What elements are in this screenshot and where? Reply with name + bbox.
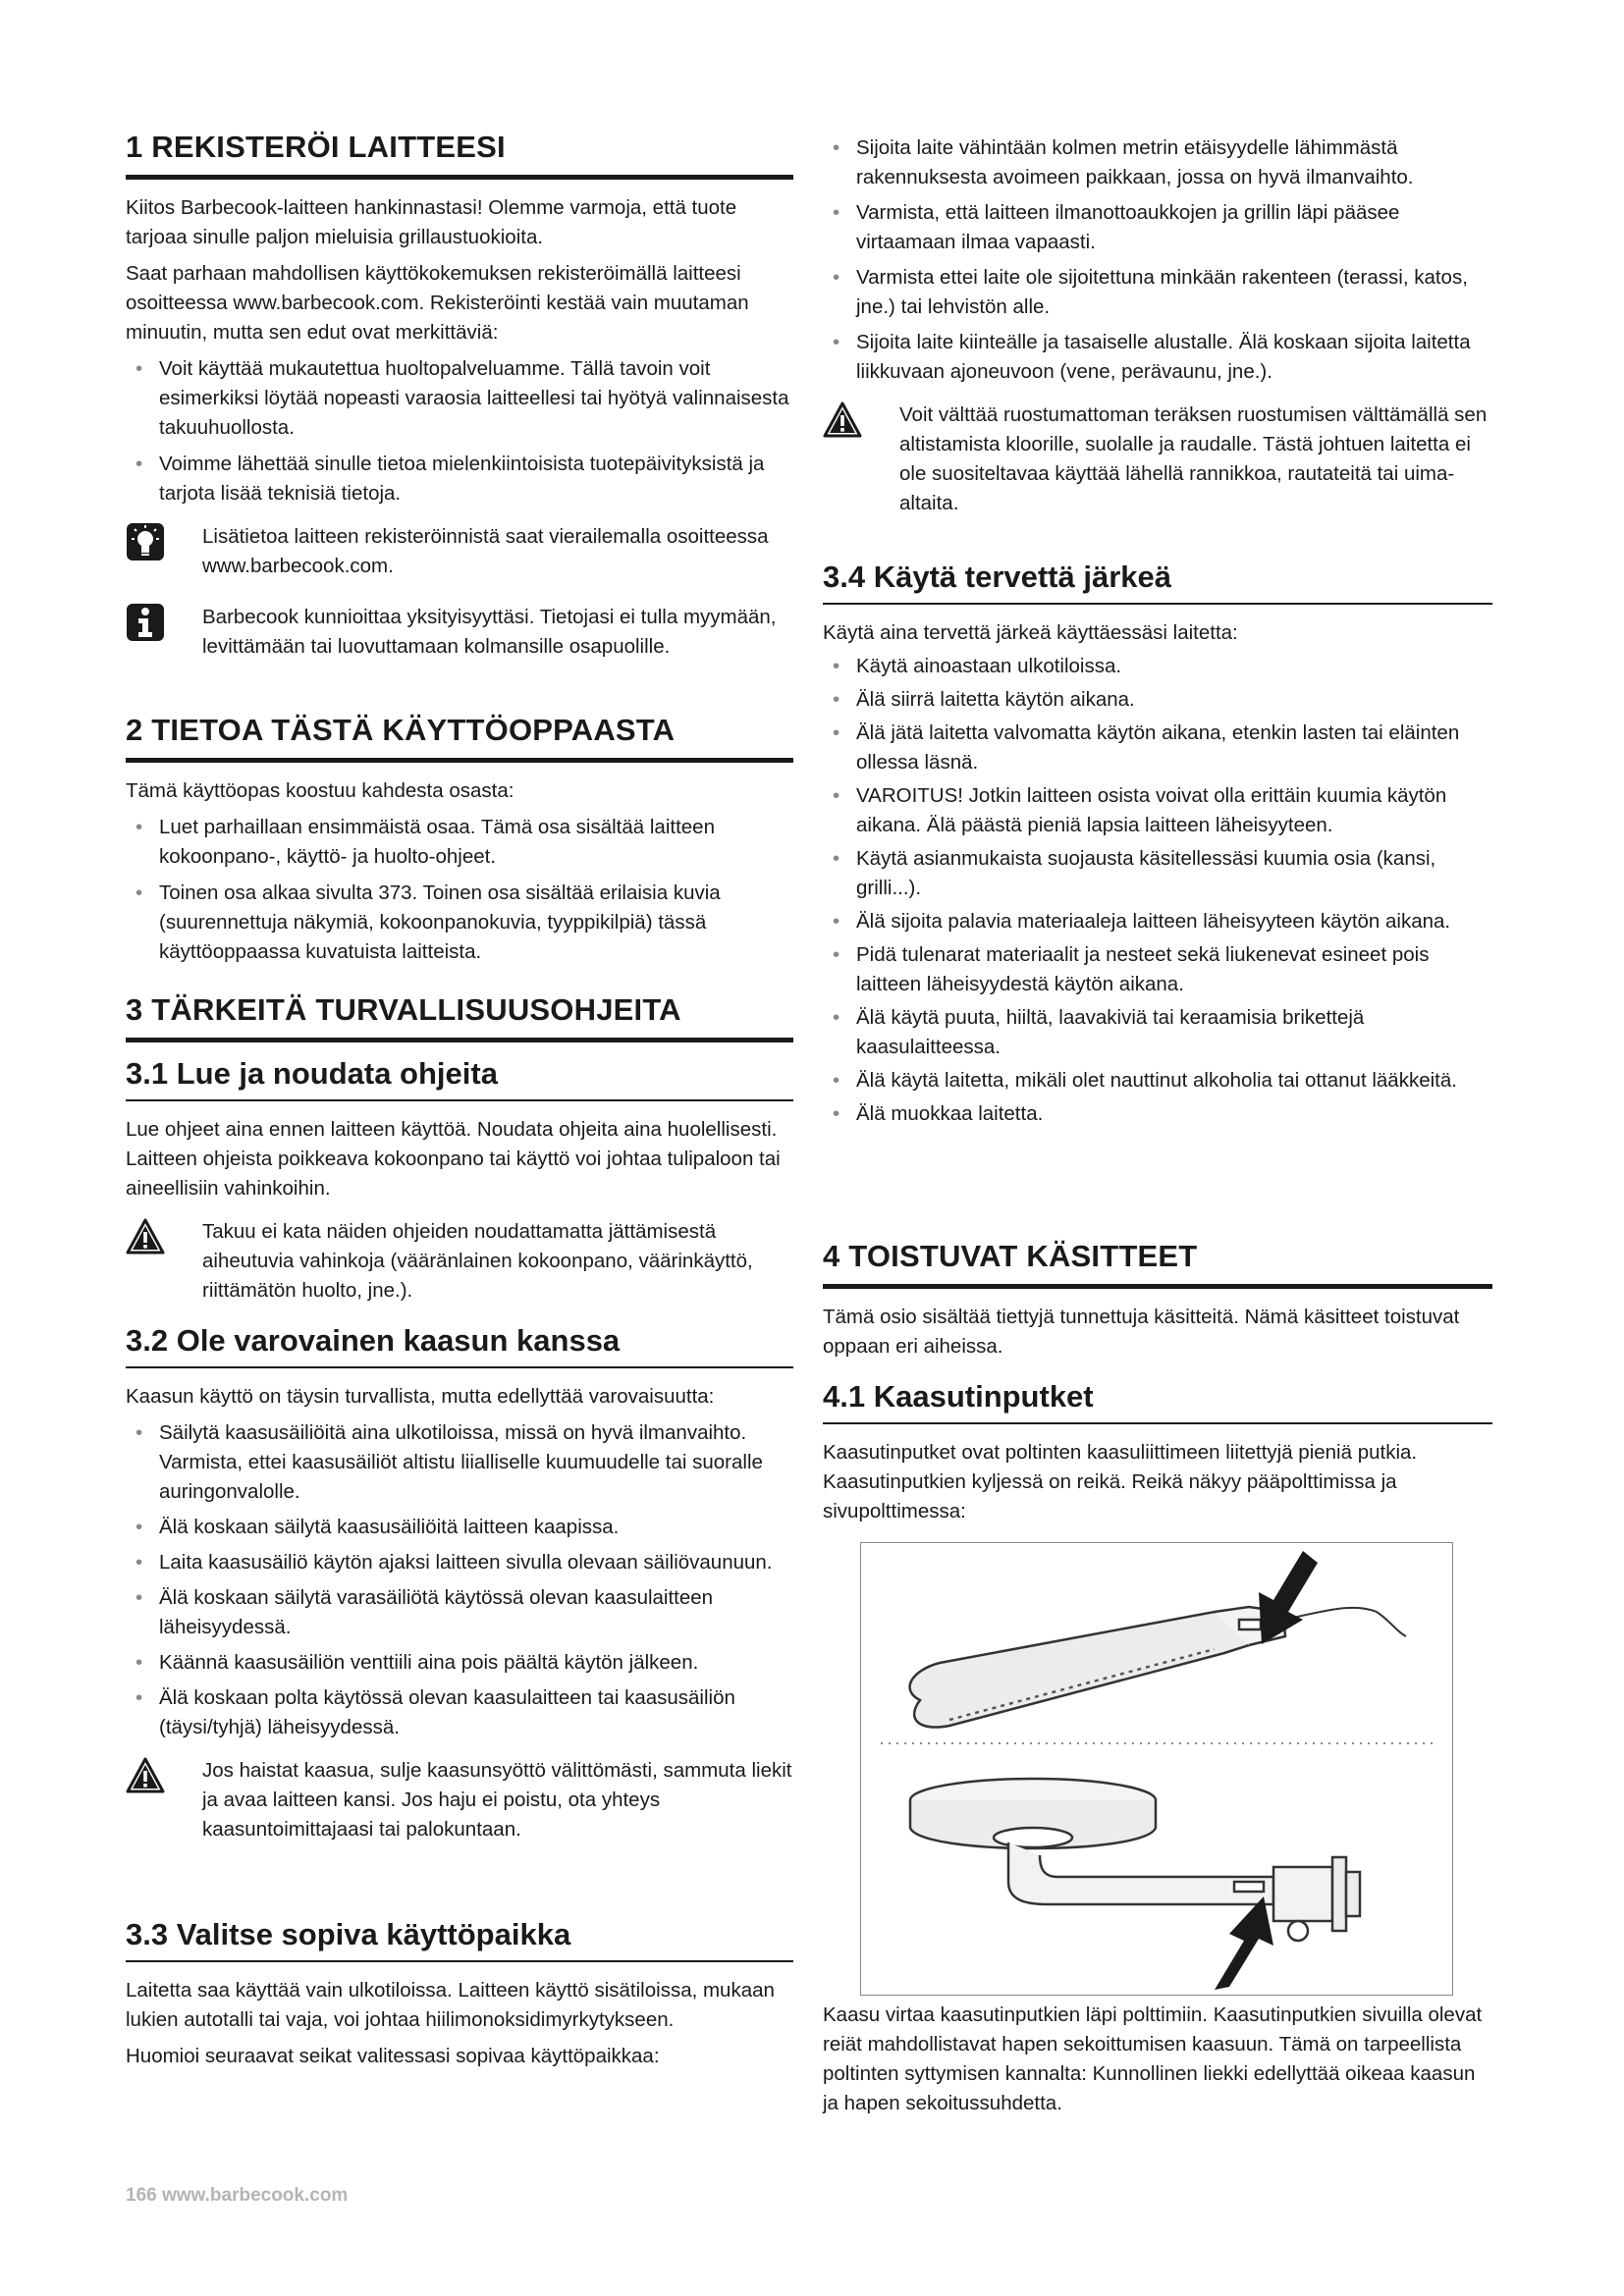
section-3-3 bbox=[126, 1917, 793, 2071]
section-2-title: 2 TIETOA TÄSTÄ KÄYTTÖOPPAASTA bbox=[126, 713, 793, 763]
bullet-list bbox=[126, 1418, 793, 1742]
section-3-3-continued bbox=[823, 133, 1492, 518]
list-item: • Älä koskaan säilytä varasäiliötä käytössä olevan kaasulaitteen läheisyydessä. bbox=[126, 1583, 793, 1642]
warning-icon bbox=[126, 1756, 165, 1795]
list-item: • Sijoita laite kiinteälle ja tasaiselle alustalle. Älä koskaan sijoita laitetta liikkuvaan ajoneuvoon (vene, perävaunu, jne.). bbox=[823, 328, 1492, 387]
section-4-1-continued bbox=[823, 2001, 1492, 2118]
section-3-2-title: 3.2 Ole varovainen kaasun kanssa bbox=[126, 1323, 793, 1368]
paragraph: Kaasu virtaa kaasutinputkien läpi polttimiin. Kaasutinputkien sivuilla olevat reiät mahdollistavat hapen sekoittumisen kaasuun. Tämä on tarpeellista poltinten syttymisen kannalta: Kunnollinen liekki edellyttää oikeaa kaasun ja hapen sekoitussuhdetta. bbox=[823, 2003, 1483, 2114]
warning-text: Voit välttää ruostumattoman teräksen ruostumisen välttämällä sen altistamista kloorille, suolalle ja raudalle. Tästä johtuen laitetta ei ole suositeltavaa käyttää lähellä rannikkoa, rautateitä tai uima-altaita. bbox=[899, 403, 1488, 514]
section-3-title: 3 TÄRKEITÄ TURVALLISUUSOHJEITA bbox=[126, 992, 793, 1042]
bullet-list bbox=[823, 133, 1492, 387]
bullet-list bbox=[126, 354, 793, 508]
list-item: • Älä käytä laitetta, mikäli olet nauttinut alkoholia tai ottanut lääkkeitä. bbox=[823, 1066, 1492, 1095]
bullet-list bbox=[126, 813, 793, 967]
section-2 bbox=[126, 713, 793, 967]
section-3-4 bbox=[823, 560, 1492, 1129]
list-item: • VAROITUS! Jotkin laitteen osista voivat olla erittäin kuumia käytön aikana. Älä päästä pieniä lapsia laitteen läheisyyteen. bbox=[823, 781, 1492, 840]
list-item: • Älä käytä puuta, hiiltä, laavakiviä tai keraamisia brikettejä kaasulaitteessa. bbox=[823, 1003, 1492, 1062]
venturi-illustration bbox=[861, 1543, 1452, 1995]
warning-text: Takuu ei kata näiden ohjeiden noudattamatta jättämisestä aiheutuvia vahinkoja (vääränlainen kokoonpano, väärinkäyttö, riittämätön huolto, jne.). bbox=[202, 1220, 753, 1302]
list-item: • Älä koskaan säilytä kaasusäiliöitä laitteen kaapissa. bbox=[126, 1513, 793, 1542]
tip-note bbox=[126, 522, 793, 581]
info-note bbox=[126, 603, 793, 662]
section-3-3-title: 3.3 Valitse sopiva käyttöpaikka bbox=[126, 1917, 793, 1962]
list-item: • Älä siirrä laitetta käytön aikana. bbox=[823, 685, 1492, 715]
list-item: • Luet parhaillaan ensimmäistä osaa. Tämä osa sisältää laitteen kokoonpano-, käyttö- ja huolto-ohjeet. bbox=[126, 813, 793, 872]
lightbulb-icon bbox=[126, 522, 165, 561]
list-item: • Älä koskaan polta käytössä olevan kaasulaitteen tai kaasusäiliön (täysi/tyhjä) läheisyydessä. bbox=[126, 1683, 793, 1742]
list-item: • Sijoita laite vähintään kolmen metrin etäisyydelle lähimmästä rakennuksesta avoimeen paikkaan, jossa on hyvä ilmanvaihto. bbox=[823, 133, 1492, 192]
paragraph: Kiitos Barbecook-laitteen hankinnastasi! Olemme varmoja, että tuote tarjoaa sinulle paljon mieluisia grillaustuokioita. bbox=[126, 196, 737, 248]
list-item: • Toinen osa alkaa sivulta 373. Toinen osa sisältää erilaisia kuvia (suurennettuja näkymiä, kokoonpanokuvia, tyyppikilpiä) tässä käyttöoppaassa kuvatuista laitteista. bbox=[126, 879, 793, 967]
section-3 bbox=[126, 992, 793, 1306]
list-item: • Varmista, että laitteen ilmanottoaukkojen ja grillin läpi pääsee virtaamaan ilmaa vapaasti. bbox=[823, 198, 1492, 257]
list-item: • Käännä kaasusäiliön venttiili aina pois päältä käytön jälkeen. bbox=[126, 1648, 793, 1678]
paragraph: Saat parhaan mahdollisen käyttökokemuksen rekisteröimällä laitteesi osoitteessa www.barbecook.com. Rekisteröinti kestää vain muutaman minuutin, mutta sen edut ovat merkittäviä: bbox=[126, 262, 749, 344]
paragraph: Tämä osio sisältää tiettyjä tunnettuja käsitteitä. Nämä käsitteet toistuvat oppaan eri aiheissa. bbox=[823, 1306, 1460, 1358]
warning-note bbox=[126, 1756, 793, 1844]
list-item: • Käytä asianmukaista suojausta käsitellessäsi kuumia osia (kansi, grilli...). bbox=[823, 844, 1492, 903]
paragraph: Huomioi seuraavat seikat valitessasi sopivaa käyttöpaikkaa: bbox=[126, 2045, 660, 2067]
section-1 bbox=[126, 130, 793, 662]
warning-text: Jos haistat kaasua, sulje kaasunsyöttö välittömästi, sammuta liekit ja avaa laitteen kansi. Jos haju ei poistu, ota yhteys kaasuntoimittajaasi tai palokuntaan. bbox=[202, 1759, 792, 1841]
list-item: • Säilytä kaasusäiliöitä aina ulkotiloissa, missä on hyvä ilmanvaihto. Varmista, ettei kaasusäiliöt altistu liialliselle kuumuudelle tai suoralle auringonvalolle. bbox=[126, 1418, 793, 1507]
page-footer: 166 www.barbecook.com bbox=[126, 2185, 349, 2206]
burner-venturi-figure bbox=[860, 1542, 1453, 1996]
info-icon bbox=[126, 603, 165, 642]
section-3-4-title: 3.4 Käytä tervettä järkeä bbox=[823, 560, 1492, 605]
bullet-list bbox=[823, 652, 1492, 1129]
list-item: • Pidä tulenarat materiaalit ja nesteet sekä liukenevat esineet pois laitteen läheisyydestä käytön aikana. bbox=[823, 940, 1492, 999]
list-item: • Älä sijoita palavia materiaaleja laitteen läheisyyteen käytön aikana. bbox=[823, 907, 1492, 936]
paragraph: Käytä aina tervettä järkeä käyttäessäsi laitetta: bbox=[823, 621, 1238, 644]
section-4 bbox=[823, 1239, 1492, 1526]
paragraph: Lue ohjeet aina ennen laitteen käyttöä. Noudata ohjeita aina huolellisesti. Laitteen ohjeista poikkeava kokoonpano tai käyttö voi johtaa tulipaloon tai aineellisiin vahinkoihin. bbox=[126, 1118, 781, 1200]
warning-note bbox=[823, 400, 1492, 518]
list-item: • Varmista ettei laite ole sijoitettuna minkään rakenteen (terassi, katos, jne.) tai lehvistön alle. bbox=[823, 263, 1492, 322]
section-1-title: 1 REKISTERÖI LAITTEESI bbox=[126, 130, 793, 180]
section-3-2 bbox=[126, 1323, 793, 1844]
list-item: • Käytä ainoastaan ulkotiloissa. bbox=[823, 652, 1492, 681]
list-item: • Älä jätä laitetta valvomatta käytön aikana, etenkin lasten tai eläinten ollessa läsnä. bbox=[823, 719, 1492, 777]
warning-note bbox=[126, 1217, 793, 1306]
paragraph: Kaasun käyttö on täysin turvallista, mutta edellyttää varovaisuutta: bbox=[126, 1385, 715, 1408]
section-4-title: 4 TOISTUVAT KÄSITTEET bbox=[823, 1239, 1492, 1289]
list-item: • Laita kaasusäiliö käytön ajaksi laitteen sivulla olevaan säiliövaunuun. bbox=[126, 1548, 793, 1577]
warning-icon bbox=[823, 400, 862, 440]
info-text: Barbecook kunnioittaa yksityisyyttäsi. Tietojasi ei tulla myymään, levittämään tai luovuttamaan kolmansille osapuolille. bbox=[202, 606, 777, 658]
list-item: • Älä muokkaa laitetta. bbox=[823, 1099, 1492, 1129]
paragraph: Kaasutinputket ovat poltinten kaasuliittimeen liitettyjä pieniä putkia. Kaasutinputkien kyljessä on reikä. Reikä näkyy pääpolttimissa ja sivupolttimessa: bbox=[823, 1441, 1418, 1522]
paragraph: Tämä käyttöopas koostuu kahdesta osasta: bbox=[126, 779, 514, 802]
paragraph: Laitetta saa käyttää vain ulkotiloissa. Laitteen käyttö sisätiloissa, mukaan lukien autotalli tai vaja, voi johtaa hiilimonoksidimyrkytykseen. bbox=[126, 1979, 775, 2031]
list-item: • Voimme lähettää sinulle tietoa mielenkiintoisista tuotepäivityksistä ja tarjota lisää teknisiä tietoja. bbox=[126, 450, 793, 508]
list-item: • Voit käyttää mukautettua huoltopalveluamme. Tällä tavoin voit esimerkiksi löytää nopeasti varaosia laitteellesi tai hyötyä valinnaisesta takuuhuollosta. bbox=[126, 354, 793, 443]
section-4-1-title: 4.1 Kaasutinputket bbox=[823, 1379, 1492, 1424]
warning-icon bbox=[126, 1217, 165, 1256]
tip-text: Lisätietoa laitteen rekisteröinnistä saat vierailemalla osoitteessa www.barbecook.com. bbox=[202, 525, 769, 577]
section-3-1-title: 3.1 Lue ja noudata ohjeita bbox=[126, 1056, 793, 1101]
